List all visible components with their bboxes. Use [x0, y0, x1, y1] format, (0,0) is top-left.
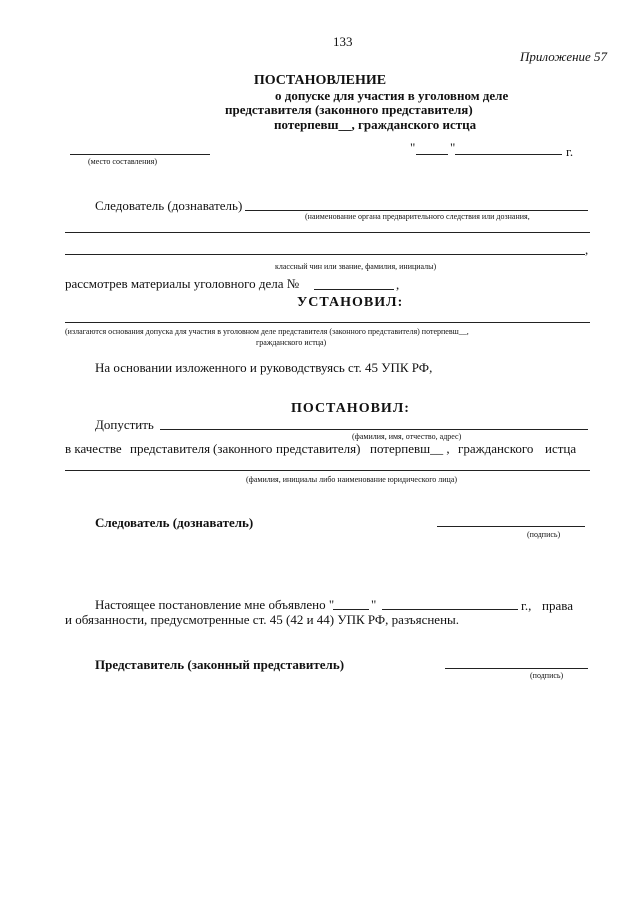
announced-day-line[interactable] — [333, 609, 369, 610]
announced-year: г., — [521, 598, 532, 613]
signature-investigator-line[interactable] — [437, 526, 585, 527]
date-day-line[interactable] — [416, 154, 448, 155]
basis-text: На основании изложенного и руководствуясь ст. 45 УПК РФ, — [95, 360, 433, 375]
announced-text-2: и обязанности, предусмотренные ст. 45 (42 и 44) УПК РФ, разъяснены. — [65, 612, 460, 627]
investigator-label: Следователь (дознаватель) — [95, 198, 243, 213]
organ-line-2[interactable] — [65, 232, 590, 233]
announced-month-line[interactable] — [382, 609, 518, 610]
title-subline-3: потерпевш__, гражданского истца — [274, 117, 477, 132]
admit-line[interactable] — [160, 429, 588, 430]
place-line[interactable] — [70, 154, 210, 155]
place-caption: (место составления) — [88, 157, 157, 166]
capacity-word-7: истца — [545, 441, 577, 456]
page-number: 133 — [333, 34, 353, 49]
announced-rights: права — [542, 598, 573, 613]
capacity-word-2: представителя — [130, 441, 211, 456]
rank-caption: классный чин или звание, фамилия, инициалы) — [275, 262, 437, 271]
case-materials-text: рассмотрев материалы уголовного дела № — [65, 276, 300, 291]
grounds-line[interactable] — [65, 322, 590, 323]
signature-investigator-label: Следователь (дознаватель) — [95, 515, 254, 530]
date-quote-open: " — [410, 140, 416, 155]
legal-caption: (фамилия, инициалы либо наименование юридического лица) — [246, 475, 458, 484]
signature-caption-2: (подпись) — [530, 671, 564, 680]
signature-caption: (подпись) — [527, 530, 561, 539]
title-subline-1: о допуске для участия в уголовном деле — [275, 88, 509, 103]
signature-representative-label: Представитель (законный представитель) — [95, 657, 345, 672]
date-month-line[interactable] — [455, 154, 562, 155]
organ-caption: (наименование органа предварительного следствия или дознания, — [305, 212, 530, 221]
appendix-label: Приложение 57 — [520, 49, 608, 64]
capacity-word-4: представителя) — [276, 441, 361, 456]
legal-line[interactable] — [65, 470, 590, 471]
date-quote-close: " — [450, 140, 456, 155]
capacity-word-6: гражданского — [458, 441, 534, 456]
announced-text-1: Настоящее постановление мне объявлено " — [95, 597, 335, 612]
announced-quote-close: " — [371, 597, 377, 612]
case-number-comma: , — [396, 277, 400, 292]
organ-line-comma: , — [585, 242, 589, 257]
capacity-word-1: в качестве — [65, 441, 122, 456]
capacity-word-5: потерпевш__ , — [370, 441, 450, 456]
resolved-heading: ПОСТАНОВИЛ: — [291, 401, 410, 416]
title-subline-2: представителя (законного представителя) — [225, 102, 473, 117]
admit-label: Допустить — [95, 417, 154, 432]
signature-representative-line[interactable] — [445, 668, 588, 669]
investigator-line[interactable] — [245, 210, 588, 211]
grounds-caption-1: (излагаются основания допуска для участия в уголовном деле представителя (законного представителя) потерпевш__, — [65, 327, 469, 336]
capacity-word-3: (законного — [213, 441, 273, 456]
date-year-suffix: г. — [566, 144, 574, 159]
established-heading: УСТАНОВИЛ: — [297, 295, 404, 310]
grounds-caption-2: гражданского истца) — [256, 338, 327, 347]
fio-caption: (фамилия, имя, отчество, адрес) — [352, 432, 462, 441]
case-number-line[interactable] — [314, 289, 394, 290]
document-title: ПОСТАНОВЛЕНИЕ — [253, 73, 387, 88]
organ-line-3[interactable] — [65, 254, 585, 255]
